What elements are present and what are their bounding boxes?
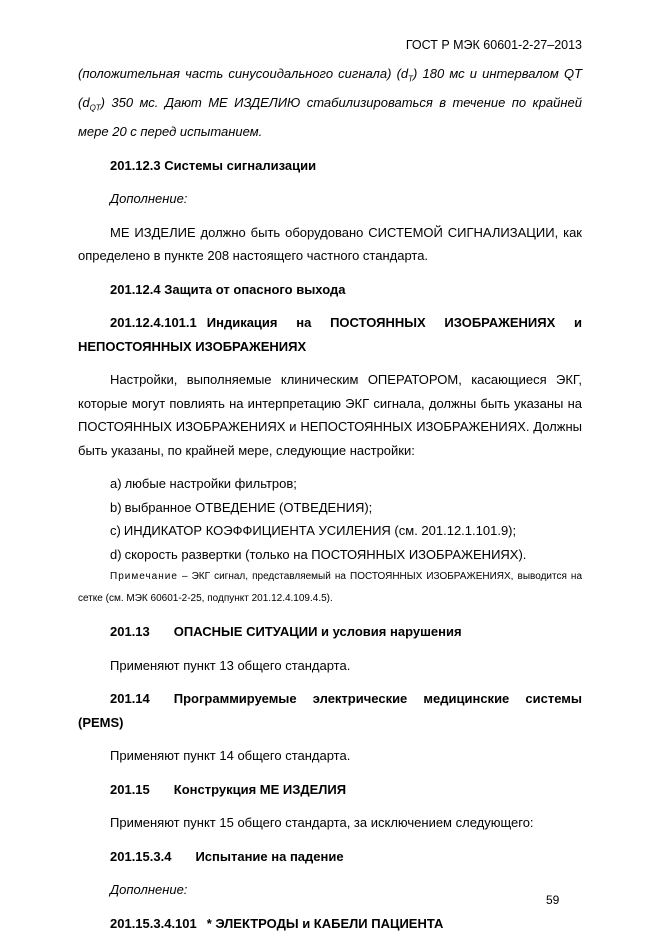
section-number: 201.15.3.4 [110, 848, 172, 864]
page-header: ГОСТ Р МЭК 60601-2-27–2013 [405, 38, 582, 52]
settings-list [78, 472, 582, 566]
section-title: Конструкция МЕ ИЗДЕЛИЯ [173, 781, 347, 797]
section-heading [78, 154, 582, 178]
paragraph-14: Применяют пункт 14 общего стандарта. [110, 748, 351, 764]
section-title: ОПАСНЫЕ СИТУАЦИИ и условия нарушения [173, 624, 462, 640]
section-heading [78, 912, 582, 935]
section-heading [78, 278, 582, 302]
section-title: Системы сигнализации [164, 157, 317, 173]
page-number: 59 [546, 893, 560, 907]
paragraph-13: Применяют пункт 13 общего стандарта. [110, 657, 351, 673]
section-heading [78, 845, 582, 869]
list-text: выбранное ОТВЕДЕНИЕ (ОТВЕДЕНИЯ); [124, 499, 373, 515]
section-heading [78, 687, 582, 734]
intro-text-1: (положительная часть синусоидального сигнала) (d [78, 66, 409, 81]
list-item [78, 543, 582, 567]
section-number: 201.15 [110, 781, 150, 797]
list-text: ИНДИКАТОР КОЭФФИЦИЕНТА УСИЛЕНИЯ (см. 201.12.1.101.9); [123, 523, 517, 539]
list-text: любые настройки фильтров; [124, 476, 297, 492]
list-item [78, 496, 582, 520]
list-marker: а) [110, 476, 122, 492]
section-heading [78, 778, 582, 802]
note-label: Примечание [110, 571, 178, 583]
section-title: * ЭЛЕКТРОДЫ и КАБЕЛИ ПАЦИЕНТА [206, 915, 444, 931]
addition-label: Дополнение: [110, 191, 188, 207]
intro-paragraph [78, 62, 582, 144]
list-item [78, 519, 582, 543]
paragraph-settings: Настройки, выполняемые клиническим ОПЕРАТОРОМ, касающиеся ЭКГ, которые могут повлиять на интерпретацию ЭКГ сигнала, должны быть указаны на ПОСТОЯННЫХ ИЗОБРАЖЕНИЯХ и НЕПОСТОЯННЫХ ИЗОБРАЖЕНИЯХ. Должны быть указаны, по крайней мере, следующие настройки: [78, 372, 582, 458]
page-body [78, 62, 582, 935]
note-text: ЭКГ сигнал, представляемый на ПОСТОЯННЫХ ИЗОБРАЖЕНИЯХ, выводится на сетке (см. МЭК 60601-2-25, подпункт 201.12.4.109.4.5). [78, 571, 583, 605]
note-dash: – [181, 571, 188, 583]
intro-sub-t: T [408, 74, 414, 84]
section-number: 201.12.3 [110, 157, 161, 173]
section-title: Программируемые электрические медицинские системы (PEMS) [78, 691, 582, 730]
list-marker: d) [110, 546, 122, 562]
list-marker: c) [110, 523, 121, 539]
note [78, 566, 582, 610]
section-number: 201.14 [110, 691, 150, 707]
section-number: 201.12.4 [110, 281, 161, 297]
intro-text-2: ) 180 мс и интервалом QT (d [78, 66, 583, 111]
section-heading [78, 620, 582, 644]
paragraph-15: Применяют пункт 15 общего стандарта, за исключением следующего: [110, 815, 534, 831]
section-title: Испытание на падение [195, 848, 344, 864]
intro-sub-qt: QT [89, 103, 101, 113]
section-heading [78, 311, 582, 358]
list-item [78, 472, 582, 496]
section-number: 201.13 [110, 624, 150, 640]
section-title: Индикация на ПОСТОЯННЫХ ИЗОБРАЖЕНИЯХ и НЕПОСТОЯННЫХ ИЗОБРАЖЕНИЯХ [78, 315, 582, 354]
intro-text-3: ) 350 мс. Дают МЕ ИЗДЕЛИЮ стабилизироваться в течение по крайней мере 20 с перед испытанием. [78, 95, 582, 140]
section-title: Защита от опасного выхода [164, 281, 346, 297]
list-marker: b) [110, 499, 122, 515]
section-number: 201.12.4.101.1 [110, 315, 197, 331]
paragraph-alarm: МЕ ИЗДЕЛИЕ должно быть оборудовано СИСТЕМОЙ СИГНАЛИЗАЦИИ, как определено в пункте 208 настоящего частного стандарта. [78, 224, 582, 264]
section-number: 201.15.3.4.101 [110, 915, 197, 931]
list-text: скорость развертки (только на ПОСТОЯННЫХ ИЗОБРАЖЕНИЯХ). [124, 546, 527, 562]
addition-label: Дополнение: [110, 882, 188, 898]
